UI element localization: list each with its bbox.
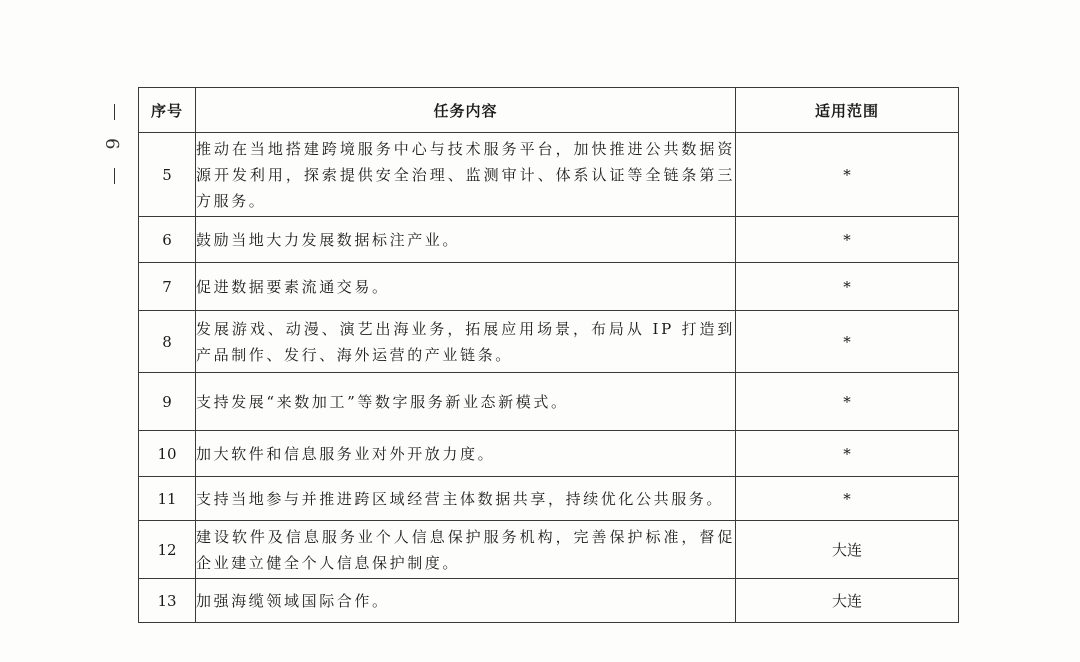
row-scope: * (736, 431, 959, 477)
page-number (103, 104, 125, 184)
task-table (138, 87, 959, 623)
page-number-dash-bottom (114, 168, 115, 184)
row-task: 支持当地参与并推进跨区域经营主体数据共享，持续优化公共服务。 (196, 477, 736, 521)
header-serial-number: 序号 (139, 88, 196, 133)
header-scope: 适用范围 (736, 88, 959, 133)
row-scope: 大连 (736, 521, 959, 579)
row-number: 12 (139, 521, 196, 579)
row-scope: * (736, 311, 959, 373)
row-number: 7 (139, 263, 196, 311)
table-row (139, 521, 959, 579)
page-number-value: 9 (103, 138, 124, 150)
table-row (139, 579, 959, 623)
row-task: 支持发展“来数加工”等数字服务新业态新模式。 (196, 373, 736, 431)
page-number-dash-top (114, 104, 115, 120)
table-header-row (139, 88, 959, 133)
row-scope: * (736, 133, 959, 217)
row-task: 促进数据要素流通交易。 (196, 263, 736, 311)
table-row (139, 311, 959, 373)
table-row (139, 217, 959, 263)
row-task: 加大软件和信息服务业对外开放力度。 (196, 431, 736, 477)
row-task: 鼓励当地大力发展数据标注产业。 (196, 217, 736, 263)
row-scope: * (736, 217, 959, 263)
row-number: 10 (139, 431, 196, 477)
header-task-content: 任务内容 (196, 88, 736, 133)
row-number: 11 (139, 477, 196, 521)
row-scope: * (736, 373, 959, 431)
row-scope: * (736, 263, 959, 311)
row-task: 加强海缆领域国际合作。 (196, 579, 736, 623)
row-number: 6 (139, 217, 196, 263)
row-task: 推动在当地搭建跨境服务中心与技术服务平台，加快推进公共数据资源开发利用，探索提供安全治理、监测审计、体系认证等全链条第三方服务。 (196, 133, 736, 217)
row-number: 8 (139, 311, 196, 373)
row-number: 9 (139, 373, 196, 431)
table-row (139, 477, 959, 521)
row-number: 5 (139, 133, 196, 217)
table-row (139, 431, 959, 477)
table-row (139, 133, 959, 217)
row-scope: * (736, 477, 959, 521)
table-row (139, 263, 959, 311)
row-number: 13 (139, 579, 196, 623)
table-row (139, 373, 959, 431)
row-scope: 大连 (736, 579, 959, 623)
row-task: 发展游戏、动漫、演艺出海业务，拓展应用场景，布局从 IP 打造到产品制作、发行、海外运营的产业链条。 (196, 311, 736, 373)
row-task: 建设软件及信息服务业个人信息保护服务机构，完善保护标准，督促企业建立健全个人信息保护制度。 (196, 521, 736, 579)
